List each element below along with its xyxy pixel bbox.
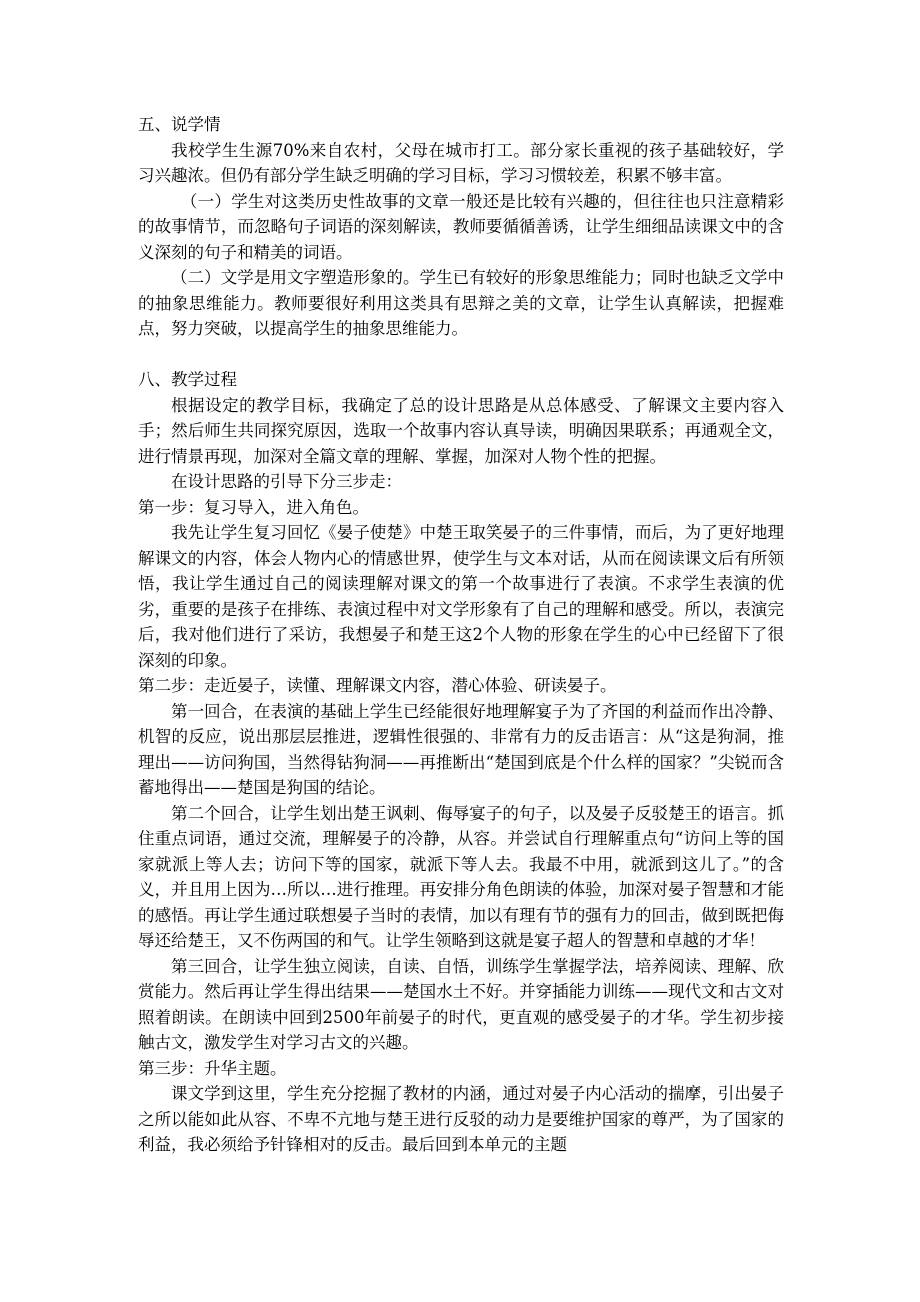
section-5-paragraph-2: （一）学生对这类历史性故事的文章一般还是比较有兴趣的，但往往也只注意精彩的故事情节，而忽略句子词语的深刻解读，教师要循循善诱，让学生细细品读课文中的含义深刻的句子和精美的词语。 [138,191,784,262]
section-spacer [138,342,784,368]
section-8-intro-1: 根据设定的教学目标，我确定了总的设计思路是从总体感受、了解课文主要内容入手；然后师生共同探究原因，选取一个故事内容认真导读，明确因果联系；再通观全文，进行情景再现，加深对全篇文章的理解、掌握，加深对人物个性的把握。 [138,395,784,466]
step-1-title: 第一步：复习导入，进入角色。 [138,497,369,517]
step-3-title: 第三步：升华主题。 [138,1058,287,1078]
step-2-paragraph-2: 第二个回合，让学生划出楚王讽刺、侮辱宴子的句子，以及晏子反驳楚王的语言。抓住重点词语，通过交流，理解晏子的冷静，从容。并尝试自行理解重点句“访问上等的国家就派上等人去；访问下等的国家，就派下等人去。我最不中用，就派到这儿了。”的含义，并且用上因为…所以…进行推理。再安排分角色朗读的体验，加深对晏子智慧和才能的感悟。再让学生通过联想晏子当时的表情，加以有理有节的强有力的回击，做到既把侮辱还给楚王，又不伤两国的和气。让学生领略到这就是宴子超人的智慧和卓越的才华！ [138,803,784,950]
section-5-heading: 五、说学情 [138,115,221,134]
section-5-paragraph-1: 我校学生生源70%来自农村，父母在城市打工。部分家长重视的孩子基础较好，学习兴趣浓。但仍有部分学生缺乏明确的学习目标，学习习惯较差，积累不够丰富。 [138,140,784,185]
step-1-paragraph-1: 我先让学生复习回忆《晏子使楚》中楚王取笑晏子的三件事情，而后，为了更好地理解课文的内容，体会人物内心的情感世界，使学生与文本对话，从而在阅读课文后有所领悟，我让学生通过自己的阅读理解对课文的第一个故事进行了表演。不求学生表演的优劣，重要的是孩子在排练、表演过程中对文学形象有了自己的理解和感受。所以，表演完后，我对他们进行了采访，我想晏子和楚王这2个人物的形象在学生的心中已经留下了很深刻的印象。 [138,523,784,670]
step-2-paragraph-1: 第一回合，在表演的基础上学生已经能很好地理解宴子为了齐国的利益而作出冷静、机智的反应，说出那层层推进，逻辑性很强的、非常有力的反击语言：从“这是狗洞，推理出——访问狗国，当然得钻狗洞——再推断出“楚国到底是个什么样的国家？”尖锐而含蓄地得出——楚国是狗国的结论。 [138,701,784,797]
step-2-title: 第二步：走近晏子，读懂、理解课文内容，潜心体验、研读晏子。 [138,676,617,695]
section-5-paragraph-3: （二）文学是用文字塑造形象的。学生已有较好的形象思维能力；同时也缺乏文学中的抽象思维能力。教师要很好利用这类具有思辩之美的文章，让学生认真解读，把握难点，努力突破，以提高学生的抽象思维能力。 [138,268,784,338]
section-8-intro-2: 在设计思路的引导下分三步走： [171,472,402,491]
step-2-paragraph-3: 第三回合，让学生独立阅读，自读、自悟，训练学生掌握学法，培养阅读、理解、欣赏能力。然后再让学生得出结果——楚国水土不好。并穿插能力训练——现代文和古文对照着朗读。在朗读中回到2500年前晏子的时代，更直观的感受晏子的才华。学生初步接触古文，激发学生对学习古文的兴趣。 [138,956,784,1052]
step-3-paragraph-1: 课文学到这里，学生充分挖掘了教材的内涵，通过对晏子内心活动的揣摩，引出晏子之所以能如此从容、不卑不亢地与楚王进行反驳的动力是要维护国家的尊严，为了国家的利益，我必须给予针锋相对的反击。最后回到本单元的主题 [138,1084,784,1154]
section-8-heading: 八、教学过程 [138,370,237,389]
document-page [138,112,784,1158]
